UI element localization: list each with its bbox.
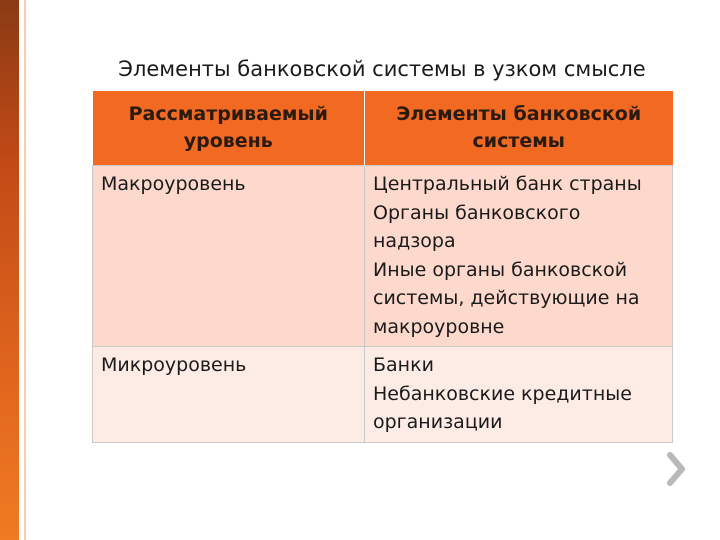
element-item: Органы банковского: [373, 201, 581, 224]
header-elements-line: системы: [472, 130, 565, 152]
table-header-row: [93, 91, 673, 166]
side-decor-line: [24, 0, 26, 540]
level-text: Микроуровень: [101, 354, 247, 376]
element-item: Небанковские кредитные: [373, 382, 632, 405]
element-item: организации: [373, 411, 503, 433]
element-item: Банки: [373, 354, 434, 376]
level-text: Макроуровень: [101, 173, 246, 195]
side-decor-bar: [0, 0, 19, 540]
chevron-right-icon[interactable]: [664, 452, 688, 486]
header-elements-line: Элементы банковской: [396, 103, 642, 125]
element-item: системы, действующие на: [373, 287, 640, 309]
level-cell: [93, 166, 365, 347]
element-item: макроуровне: [373, 315, 505, 338]
elements-cell: [365, 347, 673, 443]
slide-title: Элементы банковской системы в узком смысле: [118, 57, 646, 81]
table-row: [93, 347, 673, 443]
element-item: Иные органы банковской: [373, 258, 628, 281]
banking-system-table: [92, 91, 673, 443]
element-item: надзора: [373, 230, 456, 252]
header-elements: [365, 91, 673, 166]
element-item: Центральный банк страны: [373, 173, 642, 195]
elements-cell: [365, 166, 673, 347]
header-level-line: Рассматриваемый: [128, 103, 328, 125]
table-row: [93, 166, 673, 347]
level-cell: [93, 347, 365, 443]
header-level: [93, 91, 365, 166]
header-level-line: уровень: [183, 130, 273, 152]
